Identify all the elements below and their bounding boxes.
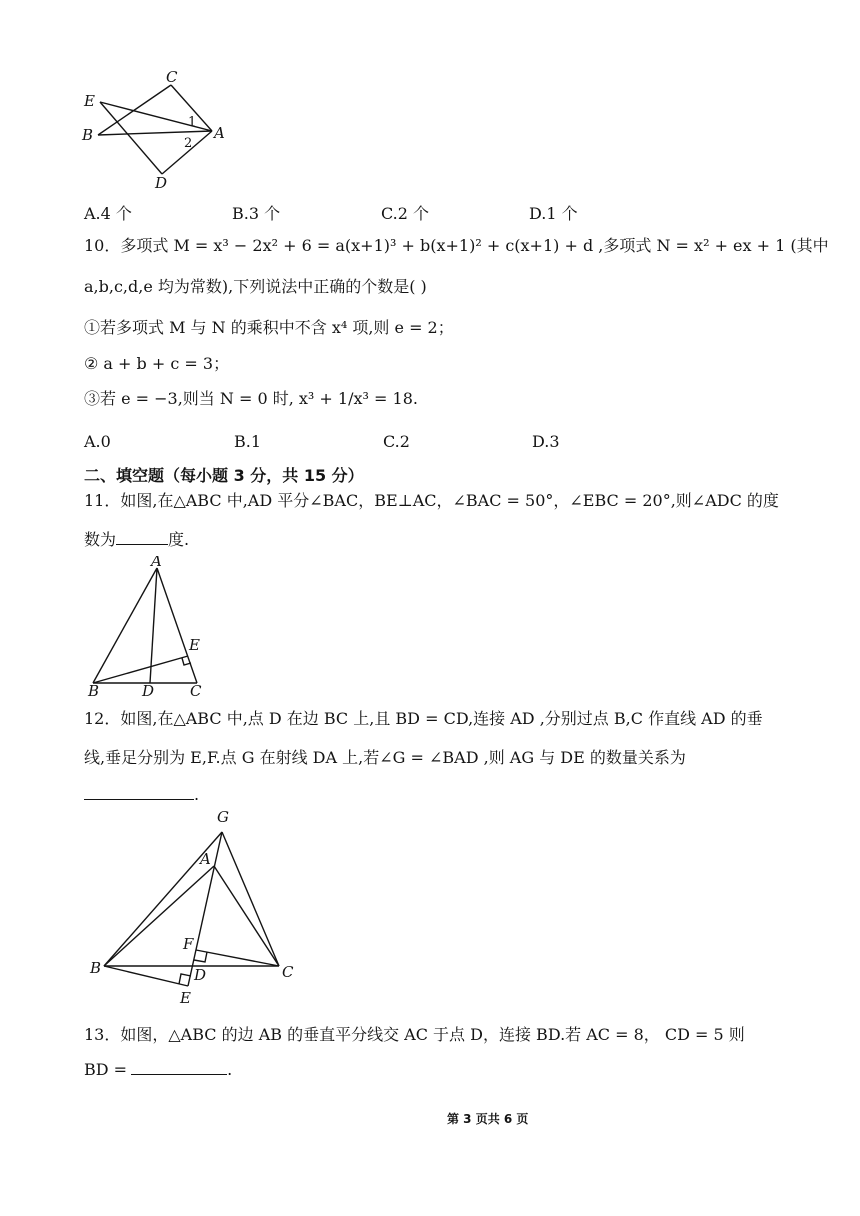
q10-option-c: C.2	[383, 432, 410, 451]
q12-figure	[86, 806, 306, 1012]
segment-gc	[222, 832, 279, 966]
q12-suffix: .	[194, 785, 200, 804]
q11-prefix: 数为	[84, 530, 117, 549]
q13-line1: 13．如图，△ABC 的边 AB 的垂直平分线交 AC 于点 D，连接 BD.若 AC = 8， CD = 5 则	[84, 1025, 745, 1044]
label-c: C	[282, 963, 294, 981]
label-angle2: 2	[184, 136, 193, 151]
segment-fc	[196, 950, 279, 966]
q12-line1: 12．如图,在△ABC 中,点 D 在边 BC 上,且 BD = CD,连接 AD ,分别过点 B,C 作直线 AD 的垂	[84, 709, 763, 728]
label-a: A	[200, 850, 211, 868]
q12-line3	[84, 783, 199, 805]
page-number: 第 3 页共 6 页	[447, 1112, 529, 1126]
label-a: A	[151, 556, 162, 570]
q11-line2	[84, 528, 189, 550]
label-c: C	[190, 682, 202, 698]
label-a: A	[214, 124, 225, 142]
label-b: B	[90, 959, 102, 977]
label-b: B	[82, 126, 94, 144]
label-d: D	[142, 682, 155, 698]
label-e: E	[189, 636, 200, 654]
label-angle1: 1	[188, 115, 197, 130]
q13-answer-blank[interactable]	[131, 1058, 227, 1075]
q12-line2: 线,垂足分别为 E,F.点 G 在射线 DA 上,若∠G = ∠BAD ,则 AG 与 DE 的数量关系为	[84, 748, 686, 767]
segment-cb	[98, 85, 171, 135]
label-e: E	[180, 989, 191, 1007]
q9-option-b: B.3 个	[232, 204, 281, 223]
label-d: D	[194, 966, 207, 984]
label-b: B	[88, 682, 100, 698]
segment-ac	[157, 568, 197, 683]
label-f: F	[183, 935, 194, 953]
segment-be	[93, 656, 188, 683]
q12-answer-blank[interactable]	[84, 783, 194, 800]
q10-line1: 10．多项式 M = x³ − 2x² + 6 = a(x+1)³ + b(x+1)² + c(x+1) + d ,多项式 N = x² + ex + 1 (其中	[84, 236, 829, 255]
q13-suffix: .	[227, 1060, 233, 1079]
segment-ba	[98, 131, 212, 135]
q13-prefix: BD =	[84, 1060, 128, 1079]
q10-line2: a,b,c,d,e 均为常数),下列说法中正确的个数是( )	[84, 277, 427, 296]
label-g: G	[217, 808, 229, 826]
q11-line1: 11．如图,在△ABC 中,AD 平分∠BAC，BE⊥AC，∠BAC = 50°，∠EBC = 20°,则∠ADC 的度	[84, 491, 779, 510]
q10-item1: ①若多项式 M 与 N 的乘积中不含 x⁴ 项,则 e = 2；	[84, 318, 454, 337]
q11-answer-blank[interactable]	[116, 528, 168, 545]
q10-item2: ② a + b + c = 3；	[84, 354, 230, 373]
q9-option-a: A.4 个	[84, 204, 132, 223]
q11-suffix: 度.	[168, 530, 190, 549]
q10-option-a: A.0	[84, 432, 111, 451]
q11-figure	[80, 556, 220, 698]
label-d: D	[155, 174, 168, 192]
segment-be	[104, 966, 188, 986]
q10-item3: ③若 e = −3,则当 N = 0 时, x³ + 1/x³ = 18.	[84, 389, 418, 408]
label-e: E	[84, 92, 95, 110]
q9-option-c: C.2 个	[381, 204, 430, 223]
q10-option-d: D.3	[532, 432, 560, 451]
segment-ab	[93, 568, 157, 683]
q10-option-b: B.1	[234, 432, 262, 451]
q9-option-d: D.1 个	[529, 204, 578, 223]
right-angle-mark-f	[194, 952, 207, 962]
label-c: C	[166, 68, 178, 86]
q13-line2	[84, 1058, 232, 1080]
section2-title: 二、填空题（每小题 3 分，共 15 分）	[84, 466, 364, 485]
q9-figure	[78, 68, 238, 192]
segment-ac	[214, 866, 279, 966]
